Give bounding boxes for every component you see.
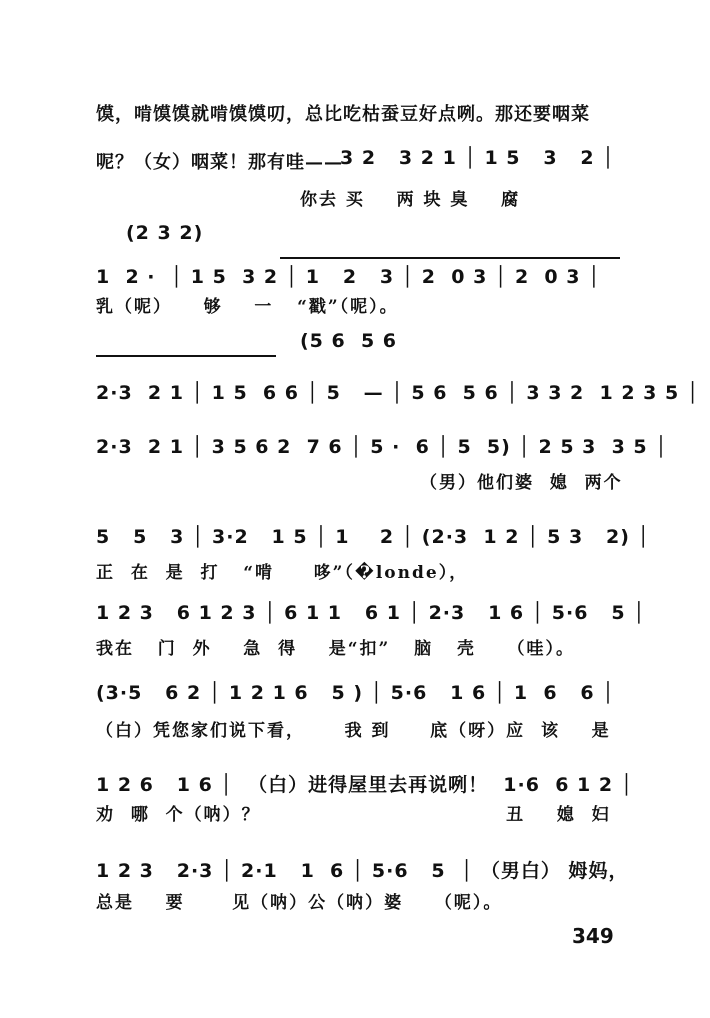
slur-line: [280, 257, 620, 259]
marker-row-2: (2 3 2): [126, 222, 204, 244]
lyric-row-6: 我在 门 外 急 得 是“扣” 脑 壳 （哇）。: [96, 639, 576, 659]
lyric-row-8: 劝 哪 个（呐）？ 丑 媳 妇: [96, 805, 611, 825]
notation-row-7: (3·5 6 2 │ 1 2 1 6 5 ) │ 5·6 1 6 │ 1 6 6 │: [96, 682, 615, 704]
lyric-row-5: 正 在 是 打 “啃 哆”（�londe），: [96, 563, 469, 583]
prose-line-1: 馍，啃馍馍就啃馍馍叨，总比吃枯蚕豆好点咧。那还要咽菜: [96, 104, 590, 125]
notation-row-8: 1 2 6 1 6 │ （白）进得屋里去再说咧！ 1·6 6 1 2 │: [96, 774, 634, 796]
marker-row-3: (5 6 5 6: [300, 330, 398, 352]
notation-row-6: 1 2 3 6 1 2 3 │ 6 1 1 6 1 │ 2·3 1 6 │ 5·6 5 │: [96, 602, 646, 624]
lyric-row-4: （男）他们婆 媳 两个: [420, 473, 623, 493]
lyric-row-2: 乳（呢） 够 一 “戳”（呢）。: [96, 297, 399, 317]
page-number: 349: [572, 924, 614, 948]
notation-row-3: 2·3 2 1 │ 1 5 6 6 │ 5 — │ 5 6 5 6 │ 3 3 2 1 2 3 5 │: [96, 382, 700, 404]
notation-row-4: 2·3 2 1 │ 3 5 6 2 7 6 │ 5 · 6 │ 5 5) │ 2 5 3 3 5 │: [96, 436, 668, 458]
notation-row-2: 1 2 · │ 1 5 3 2 │ 1 2 3 │ 2 0 3 │ 2 0 3 │: [96, 266, 601, 288]
prose-line-2: 呢？（女）咽菜！那有哇——: [96, 152, 343, 173]
notation-row-9: 1 2 3 2·3 │ 2·1 1 6 │ 5·6 5 │ （男白） 姆妈，: [96, 860, 629, 882]
lyric-row-7: （白）凭您家们说下看， 我 到 底（呀）应 该 是: [96, 721, 611, 741]
lyric-row-9: 总是 要 见（呐）公（呐）婆 （呢）。: [96, 893, 503, 913]
lyric-row-1: 你去 买 两 块 臭 腐: [300, 190, 521, 210]
slur-line-2: [96, 355, 276, 357]
notation-row-5: 5 5 3 │ 3·2 1 5 │ 1 2 │ (2·3 1 2 │ 5 3 2) │: [96, 526, 650, 548]
notation-row-1: 3 2 3 2 1 │ 1 5 3 2 │: [340, 147, 615, 169]
